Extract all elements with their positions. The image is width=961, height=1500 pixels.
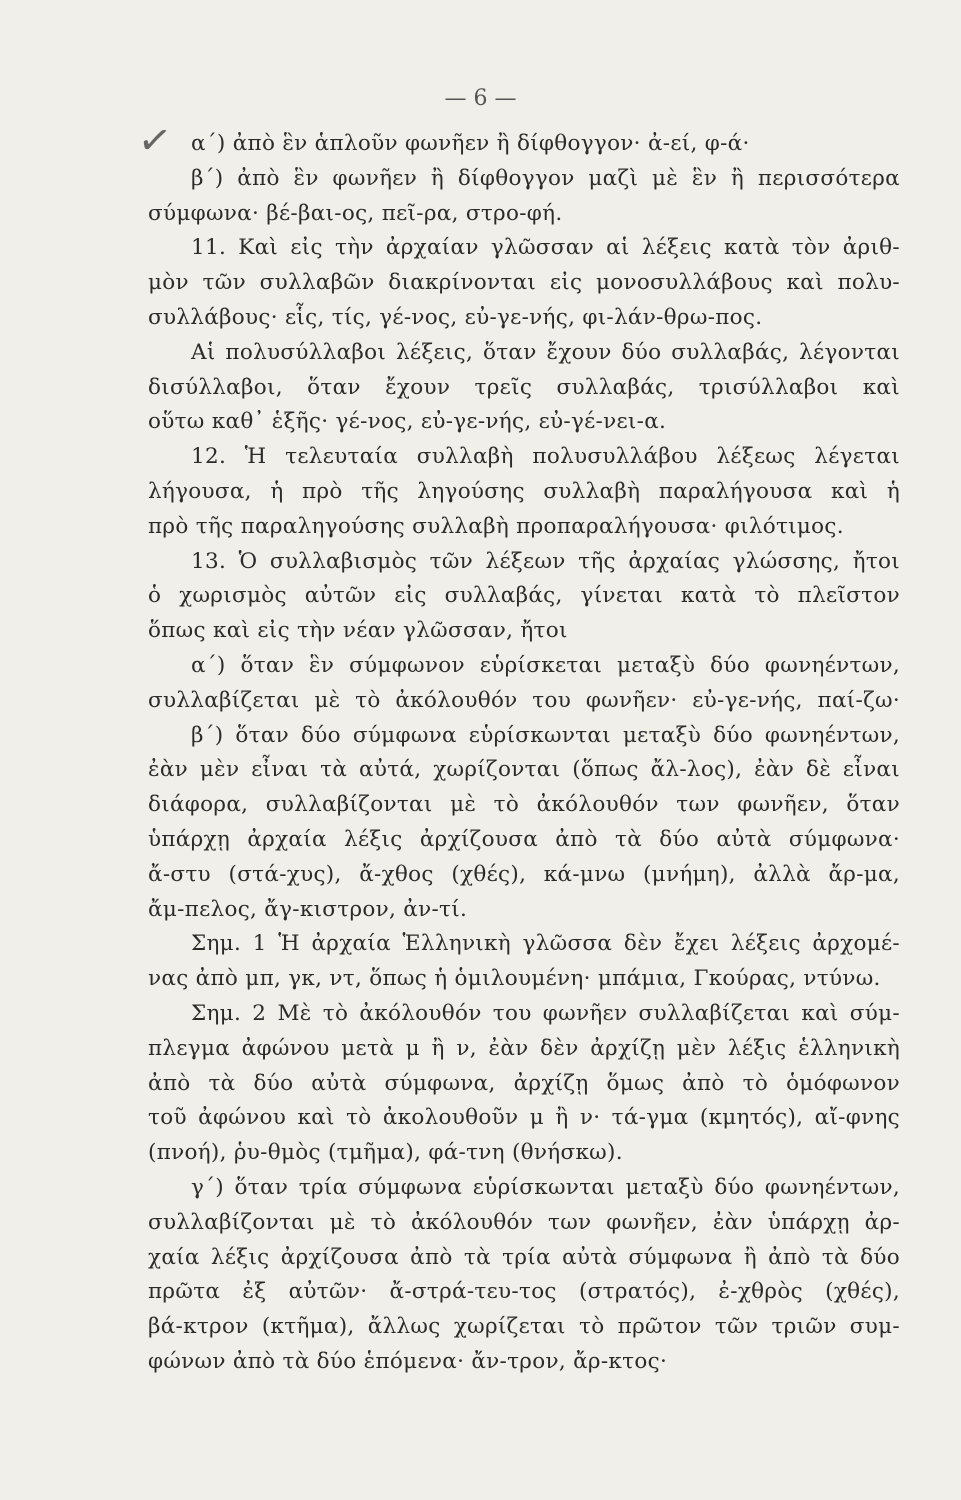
text-line: 11. Καὶ εἰς τὴν ἀρχαίαν γλῶσσαν αἱ λέξεις κατὰ τὸν ἀριθ- [191,235,900,261]
text-line: δισύλλαβοι, ὅταν ἔχουν τρεῖς συλλαβάς, τρισύλλαβοι καὶ [148,374,900,400]
body-text [148,127,900,1380]
text-line: τοῦ ἀφώνου καὶ τὸ ἀκολουθοῦν μ ἢ ν· τά-γμα (κμητός), αἴ-φνης [148,1105,900,1131]
paragraph [148,997,900,1171]
page-number: — 6 — [444,86,517,111]
paragraph [148,336,900,440]
paragraph [148,231,900,335]
text-line: πρὸ τῆς παραληγούσης συλλαβὴ προπαραλήγουσα· φιλότιμος. [148,513,844,539]
paragraph [148,927,900,997]
text-line: ἄμ-πελος, ἄγ-κιστρον, ἀν-τί. [148,896,468,922]
text-line: Αἱ πολυσύλλαβοι λέξεις, ὅταν ἔχουν δύο συλλαβάς, λέγονται [191,339,900,365]
text-line: βά-κτρον (κτῆμα), ἄλλως χωρίζεται τὸ πρῶτον τῶν τριῶν συμ- [148,1314,900,1340]
text-line: συλλαβίζεται μὲ τὸ ἀκόλουθόν του φωνῆεν· εὐ-γε-νής, παί-ζω· [148,687,900,713]
text-line: χαία λέξις ἀρχίζουσα ἀπὸ τὰ τρία αὐτὰ σύμφωνα ἢ ἀπὸ τὰ δύο [148,1244,900,1270]
text-line: α΄) ἀπὸ ἓν ἁπλοῦν φωνῆεν ἢ δίφθογγον· ἀ-εί, φ-ά· [191,131,750,156]
text-line: συλλαβίζονται μὲ τὸ ἀκόλουθόν των φωνῆεν, ἐὰν ὑπάρχῃ ἀρ- [148,1209,900,1235]
text-line: σύμφωνα· βέ-βαι-ος, πεῖ-ρα, στρο-φή. [148,200,563,226]
text-line: οὕτω καθ᾽ ἑξῆς· γέ-νος, εὐ-γε-νής, εὐ-γέ-νει-α. [148,409,667,435]
text-line: διάφορα, συλλαβίζονται μὲ τὸ ἀκόλουθόν των φωνῆεν, ὅταν [148,792,900,818]
text-line: ὅπως καὶ εἰς τὴν νέαν γλῶσσαν, ἤτοι [148,618,568,644]
handwritten-check-mark-icon: ✓ [134,115,175,167]
text-line: α΄) ὅταν ἓν σύμφωνον εὑρίσκεται μεταξὺ δύο φωνηέντων, [191,652,900,678]
text-line: ἄ-στυ (στά-χυς), ἄ-χθος (χθές), κά-μνω (μνήμη), ἀλλὰ ἄρ-μα, [148,861,900,887]
text-line: μὸν τῶν συλλαβῶν διακρίνονται εἰς μονοσυλλάβους καὶ πολυ- [148,270,900,296]
text-line: ὑπάρχῃ ἀρχαία λέξις ἀρχίζουσα ἀπὸ τὰ δύο αὐτὰ σύμφωνα· [148,826,900,852]
text-line: φώνων ἀπὸ τὰ δύο ἑπόμενα· ἄν-τρον, ἄρ-κτος· [148,1348,668,1374]
text-line: (πνοή), ῥυ-θμὸς (τμῆμα), φά-τνη (θνήσκω). [148,1140,623,1166]
text-line: Σημ. 2 Μὲ τὸ ἀκόλουθόν του φωνῆεν συλλαβίζεται καὶ σύμ- [191,1000,900,1026]
text-line: ἐὰν μὲν εἶναι τὰ αὐτά, χωρίζονται (ὅπως ἄλ-λος), ἐὰν δὲ εἶναι [148,757,900,783]
text-line: Σημ. 1 Ἡ ἀρχαία Ἑλληνικὴ γλῶσσα δὲν ἔχει λέξεις ἀρχομέ- [191,931,900,957]
text-line: β΄) ὅταν δύο σύμφωνα εὑρίσκωνται μεταξὺ δύο φωνηέντων, [191,722,900,748]
text-line: πλεγμα ἀφώνου μετὰ μ ἢ ν, ἐὰν δὲν ἀρχίζῃ μὲν λέξις ἑλληνικὴ [148,1035,900,1061]
paragraph [148,127,900,231]
text-line: πρῶτα ἐξ αὐτῶν· ἄ-στρά-τευ-τος (στρατός), ἐ-χθρὸς (χθές), [148,1279,900,1305]
text-line: λήγουσα, ἡ πρὸ τῆς ληγούσης συλλαβὴ παραλήγουσα καὶ ἡ [148,478,900,504]
text-line: 13. Ὁ συλλαβισμὸς τῶν λέξεων τῆς ἀρχαίας γλώσσης, ἤτοι [191,548,900,574]
text-line: 12. Ἡ τελευταία συλλαβὴ πολυσυλλάβου λέξεως λέγεται [191,444,900,470]
text-line: συλλάβους· εἷς, τίς, γέ-νος, εὐ-γε-νής, φι-λάν-θρω-πος. [148,304,763,330]
text-line: νας ἀπὸ μπ, γκ, ντ, ὅπως ἡ ὁμιλουμένη· μπάμια, Γκούρας, ντύνω. [148,966,881,992]
text-line: γ΄) ὅταν τρία σύμφωνα εὑρίσκωνται μεταξὺ δύο φωνηέντων, [191,1174,900,1200]
text-line: β΄) ἀπὸ ἓν φωνῆεν ἢ δίφθογγον μαζὶ μὲ ἓν ἢ περισσότερα [191,165,900,191]
paragraph [148,440,900,544]
text-line: ἀπὸ τὰ δύο αὐτὰ σύμφωνα, ἀρχίζῃ ὅμως ἀπὸ τὸ ὁμόφωνον [148,1070,900,1096]
paragraph [148,1171,900,1380]
paragraph [148,545,900,928]
text-line: ὁ χωρισμὸς αὐτῶν εἰς συλλαβάς, γίνεται κατὰ τὸ πλεῖστον [148,583,900,609]
